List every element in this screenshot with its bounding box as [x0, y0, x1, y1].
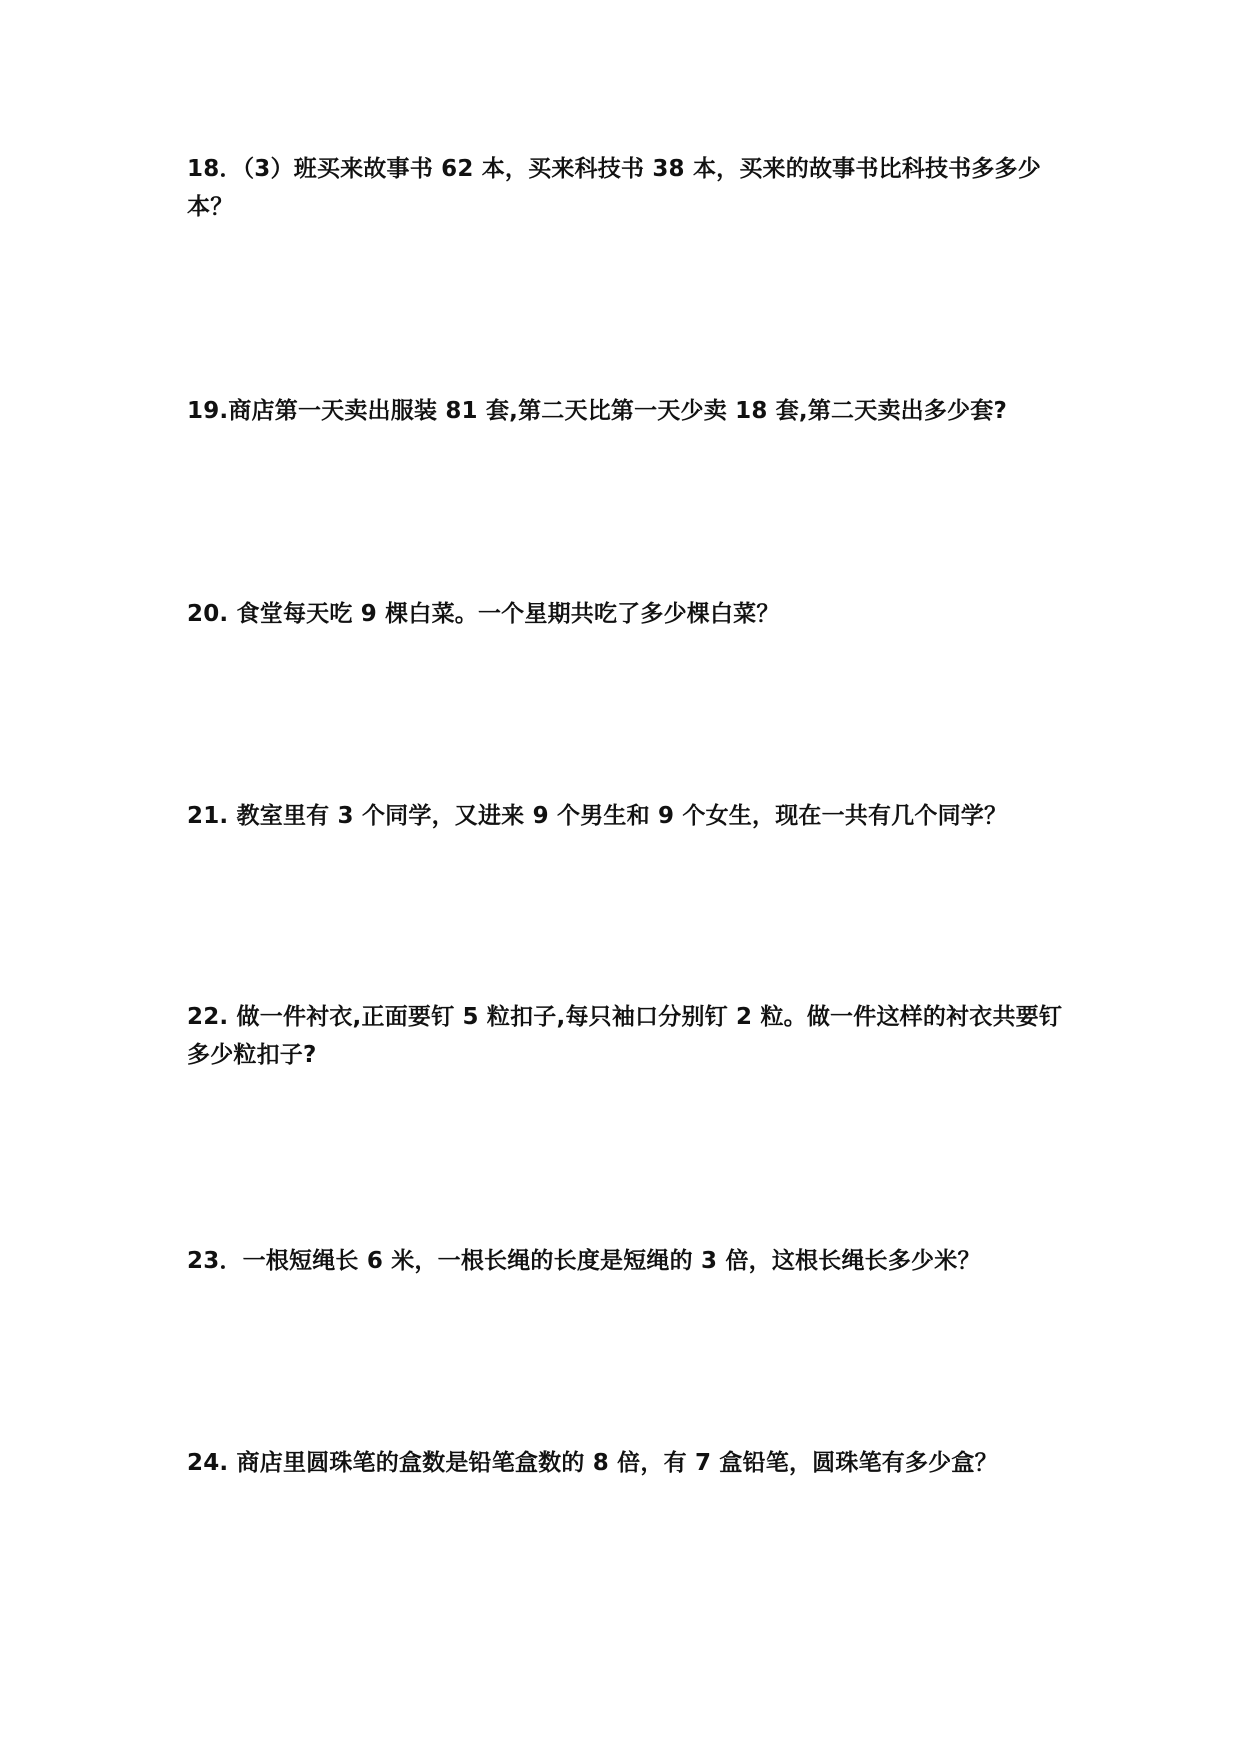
question-21: 21. 教室里有 3 个同学，又进来 9 个男生和 9 个女生，现在一共有几个同学？ [187, 803, 1008, 829]
question-24: 24. 商店里圆珠笔的盒数是铅笔盒数的 8 倍，有 7 盒铅笔，圆珠笔有多少盒？ [187, 1450, 998, 1476]
question-22: 22. 做一件衬衣,正面要钉 5 粒扣子,每只袖口分别钉 2 粒。做一件这样的衬衣共要钉多少粒扣子? [187, 1004, 1063, 1068]
question-19: 19.商店第一天卖出服装 81 套,第二天比第一天少卖 18 套,第二天卖出多少套? [187, 398, 1008, 424]
question-23: 23．一根短绳长 6 米，一根长绳的长度是短绳的 3 倍，这根长绳长多少米？ [187, 1248, 981, 1274]
question-18: 18．（3）班买来故事书 62 本，买来科技书 38 本，买来的故事书比科技书多多少本？ [187, 156, 1041, 220]
question-20: 20. 食堂每天吃 9 棵白菜。一个星期共吃了多少棵白菜？ [187, 601, 780, 627]
